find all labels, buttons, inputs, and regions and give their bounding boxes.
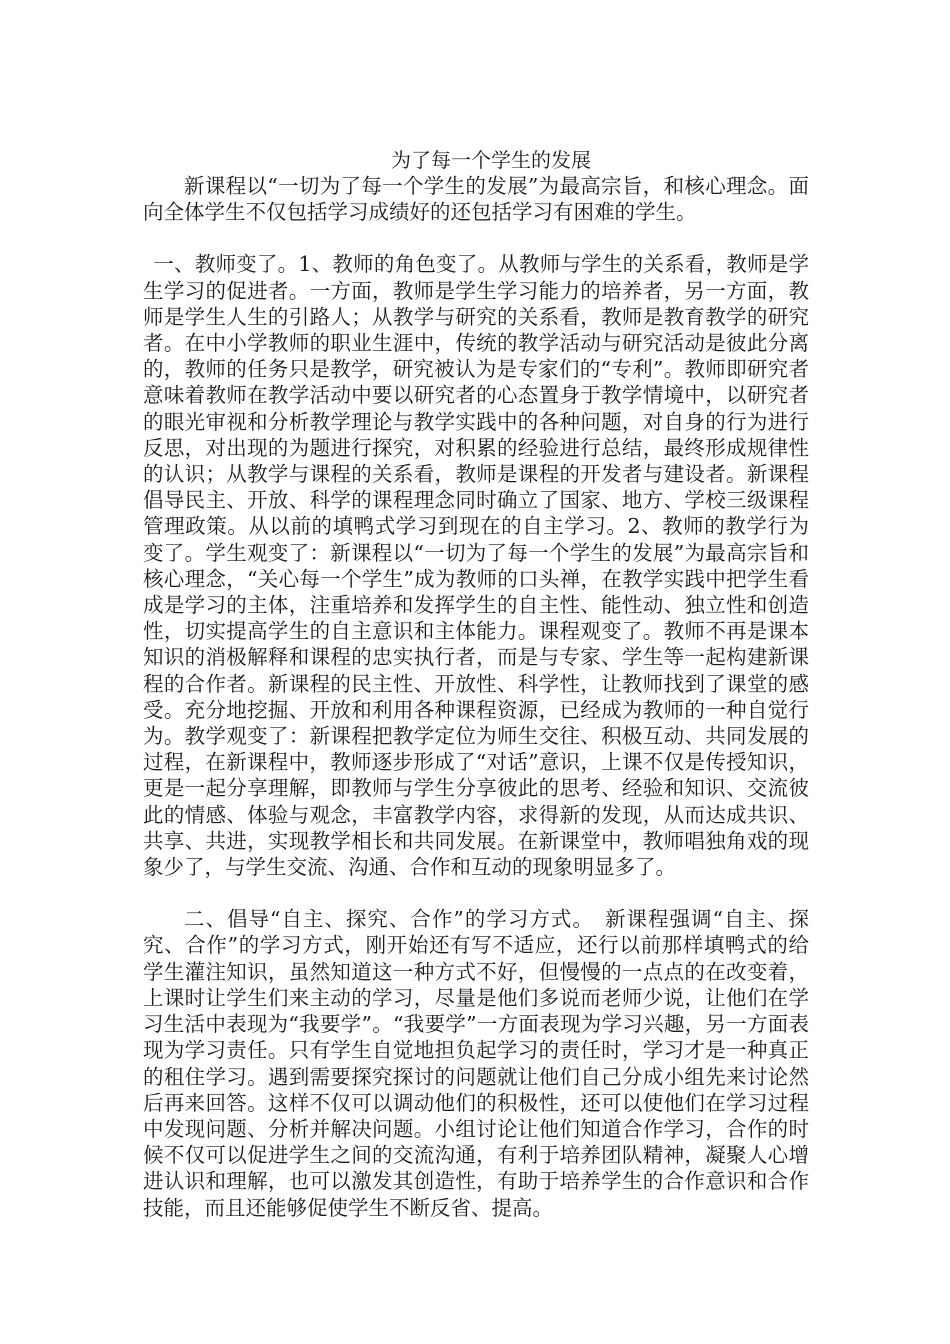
paragraph-section-one: 一、教师变了。1、教师的角色变了。从教师与学生的关系看，教师是学生学习的促进者。一方面，教师是学生学习能力的培养者，另一方面，教师是学生人生的引路人；从教学与研究的关系看，教师是教育教学的研究者。在中小学教师的职业生涯中，传统的教学活动与研究活动是彼此分离的，教师的任务只是教学，研究被认为是专家们的“专利”。教师即研究者意味着教师在教学活动中要以研究者的心态置身于教学情境中，以研究者的眼光审视和分析教学理论与教学实践中的各种问题，对自身的行为进行反思，对出现的为题进行探究，对积累的经验进行总结，最终形成规律性的认识；从教学与课程的关系看，教师是课程的开发者与建设者。新课程倡导民主、开放、科学的课程理念同时确立了国家、地方、学校三级课程管理政策。从以前的填鸭式学习到现在的自主学习。2、教师的教学行为变了。学生观变了：新课程以“一切为了每一个学生的发展”为最高宗旨和核心理念，“关心每一个学生”成为教师的口头禅，在教学实践中把学生看成是学习的主体，注重培养和发挥学生的自主性、能性动、独立性和创造性，切实提高学生的自主意识和主体能力。课程观变了。教师不再是课本知识的消极解释和课程的忠实执行者，而是与专家、学生等一起构建新课程的合作者。新课程的民主性、开放性、科学性，让教师找到了课堂的感受。充分地挖掘、开放和利用各种课程资源，已经成为教师的一种自觉行为。教学观变了：新课程把教学定位为师生交往、积极互动、共同发展的过程，在新课程中，教师逐步形成了“对话”意识，上课不仅是传授知识，更是一起分享理解，即教师与学生分享彼此的思考、经验和知识、交流彼此的情感、体验与观念，丰富教学内容，求得新的发现，从而达成共识、共享、共进，实现教学相长和共同发展。在新课堂中，教师唱独角戏的现象少了，与学生交流、沟通、合作和互动的现象明显多了。 <box>143 252 809 880</box>
document-page <box>143 147 809 1221</box>
document-title: 为了每一个学生的发展 <box>391 148 591 172</box>
paragraph-section-two: 二、倡导“自主、探究、合作”的学习方式。 新课程强调“自主、探究、合作”的学习方式，刚开始还有写不适应，还行以前那样填鸭式的给学生灌注知识，虽然知道这一种方式不好，但慢慢的一点点的在改变着，上课时让学生们来主动的学习，尽量是他们多说而老师少说，让他们在学习生活中表现为“我要学”。“我要学”一方面表现为学习兴趣，另一方面表现为学习责任。只有学生自觉地担负起学习的责任时，学习才是一种真正的租住学习。遇到需要探究探讨的问题就让他们自己分成小组先来讨论然后再来回答。这样不仅可以调动他们的积极性，还可以使他们在学习过程中发现问题、分析并解决问题。小组讨论让他们知道合作学习，合作的时候不仅可以促进学生之间的交流沟通，有利于培养团队精神，凝聚人心增进认识和理解，也可以激发其创造性，有助于培养学生的合作意识和合作技能，而且还能够促使学生不断反省、提高。 <box>143 907 809 1220</box>
paragraph-intro: 新课程以“一切为了每一个学生的发展”为最高宗旨，和核心理念。面向全体学生不仅包括学习成绩好的还包括学习有困难的学生。 <box>143 174 809 225</box>
